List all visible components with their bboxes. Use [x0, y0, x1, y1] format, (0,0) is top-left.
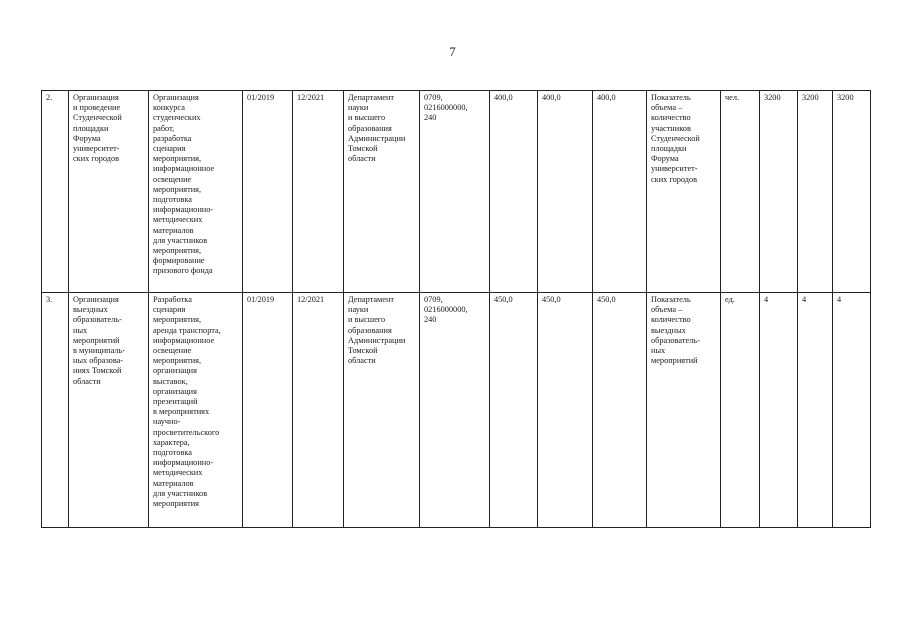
start-date: 01/2019	[243, 293, 293, 528]
funding-year-3: 450,0	[593, 293, 647, 528]
activity-description: Организация конкурса студенческих работ, разработка сценария мероприятия, информационное освещение мероприятия, подготовка информационно- методических материалов для участников мероприятия, формирование призового фонда	[149, 91, 243, 293]
row-number: 3.	[42, 293, 69, 528]
indicator: Показатель объема – количество участников Студенческой площадки Форума университет- ских городов	[647, 91, 721, 293]
indicator-value-1: 4	[760, 293, 798, 528]
responsible-executor: Департамент науки и высшего образования Администрации Томской области	[344, 91, 420, 293]
funding-year-1: 400,0	[490, 91, 538, 293]
page-number: 7	[449, 44, 456, 59]
budget-code: 0709, 0216000000, 240	[420, 293, 490, 528]
indicator-value-2: 4	[798, 293, 833, 528]
end-date: 12/2021	[293, 91, 344, 293]
funding-year-1: 450,0	[490, 293, 538, 528]
end-date: 12/2021	[293, 293, 344, 528]
indicator-value-3: 3200	[833, 91, 871, 293]
unit: ед.	[721, 293, 760, 528]
budget-code: 0709, 0216000000, 240	[420, 91, 490, 293]
table-row	[42, 293, 871, 528]
table-row	[42, 91, 871, 293]
funding-year-2: 400,0	[538, 91, 593, 293]
unit: чел.	[721, 91, 760, 293]
indicator: Показатель объема – количество выездных образователь- ных мероприятий	[647, 293, 721, 528]
indicator-value-1: 3200	[760, 91, 798, 293]
activity-name: Организация и проведение Студенческой площадки Форума университет- ских городов	[69, 91, 149, 293]
row-number: 2.	[42, 91, 69, 293]
funding-year-2: 450,0	[538, 293, 593, 528]
funding-year-3: 400,0	[593, 91, 647, 293]
responsible-executor: Департамент науки и высшего образования Администрации Томской области	[344, 293, 420, 528]
indicator-value-2: 3200	[798, 91, 833, 293]
indicator-value-3: 4	[833, 293, 871, 528]
start-date: 01/2019	[243, 91, 293, 293]
activity-description: Разработка сценария мероприятия, аренда транспорта, информационное освещение мероприятия, организация выставок, организация презентаций в мероприятиях научно- просветительского характера, подготовка информационно- методических материалов для участников мероприятия	[149, 293, 243, 528]
activity-name: Организация выездных образователь- ных мероприятий в муниципаль- ных образова- ниях Томской области	[69, 293, 149, 528]
program-activities-table	[41, 90, 871, 528]
